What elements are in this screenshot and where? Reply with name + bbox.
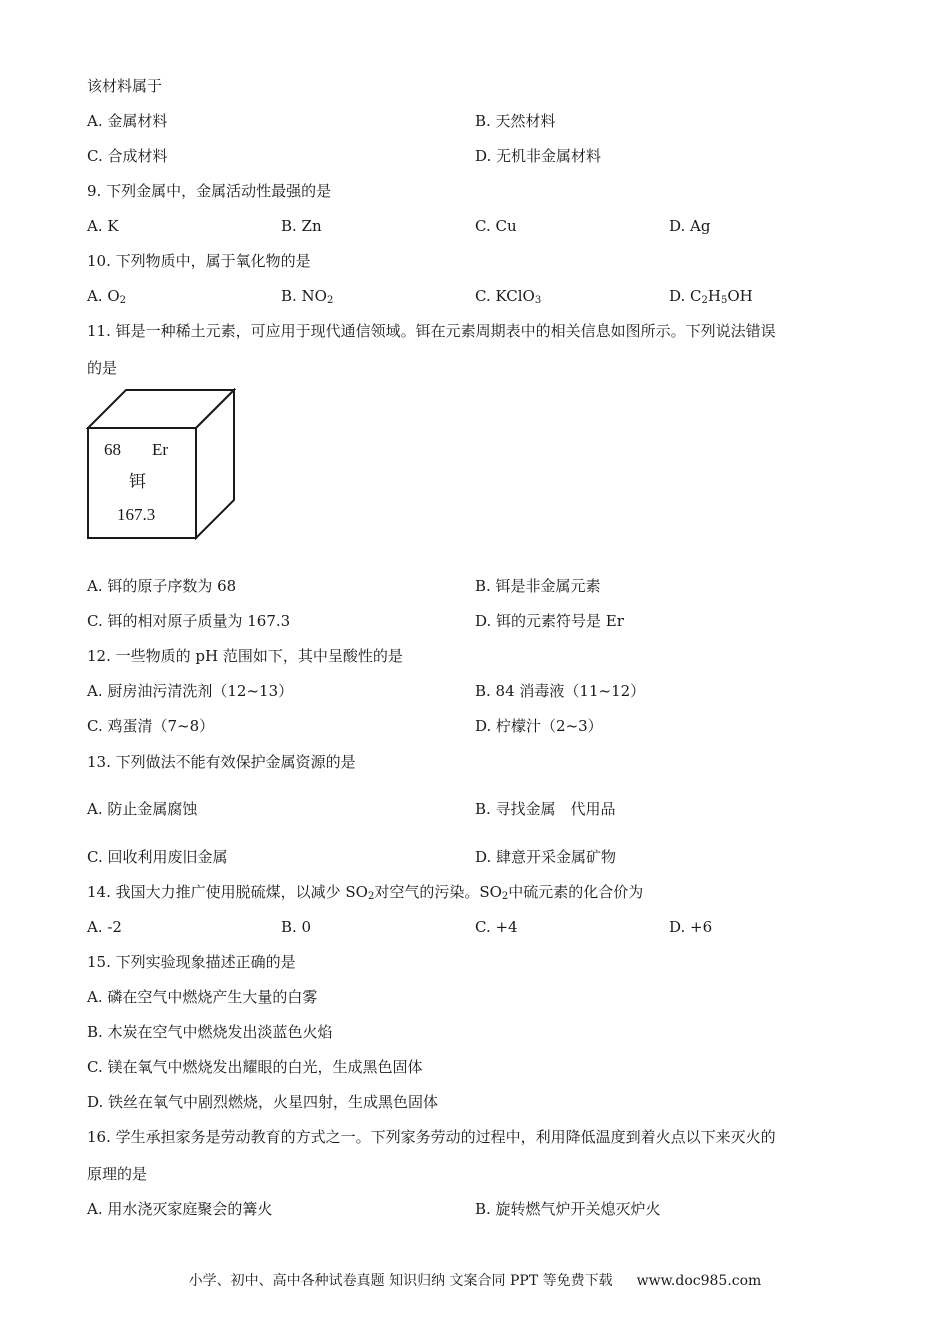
q9-stem: 9. 下列金属中，金属活动性最强的是	[87, 182, 332, 200]
page-footer	[0, 1270, 950, 1290]
q15-option-c: C. 镁在氧气中燃烧发出耀眼的白光，生成黑色固体	[87, 1058, 423, 1076]
q14-option-b: B. 0	[281, 918, 312, 936]
q11-option-d: D. 铒的元素符号是 Er	[475, 612, 624, 630]
q11-option-c: C. 铒的相对原子质量为 167.3	[87, 612, 291, 630]
q10-option-d: D. $C_2H_5OH$	[669, 287, 753, 306]
q12-option-a: A. 厨房油污清洗剂（12~13）	[87, 682, 294, 700]
footer-text: 小学、初中、高中各种试卷真题 知识归纳 文案合同 PPT 等免费下载	[188, 1273, 613, 1289]
q16-option-b: B. 旋转燃气炉开关熄灭炉火	[475, 1200, 661, 1218]
q16-option-a: A. 用水浇灭家庭聚会的篝火	[87, 1200, 273, 1218]
q13-option-a: A. 防止金属腐蚀	[87, 800, 198, 818]
q11-stem-line1: 11. 铒是一种稀土元素，可应用于现代通信领域。铒在元素周期表中的相关信息如图所示。下列说法错误	[87, 322, 776, 340]
q8-stem-tail: 该材料属于	[87, 77, 163, 95]
q9-option-a: A. K	[87, 217, 119, 235]
q16-stem-line2: 原理的是	[87, 1165, 148, 1183]
q8-option-a: A. 金属材料	[87, 112, 168, 130]
q14-option-c: C. +4	[475, 918, 518, 936]
q13-option-d: D. 肆意开采金属矿物	[475, 848, 617, 866]
q15-option-b: B. 木炭在空气中燃烧发出淡蓝色火焰	[87, 1023, 333, 1041]
q12-stem: 12. 一些物质的 pH 范围如下，其中呈酸性的是	[87, 647, 403, 665]
q13-option-c: C. 回收利用废旧金属	[87, 848, 228, 866]
q16-stem-line1: 16. 学生承担家务是劳动教育的方式之一。下列家务劳动的过程中，利用降低温度到着火点以下来灭火的	[87, 1128, 776, 1146]
element-symbol: Er	[152, 440, 169, 459]
q14-stem: 14. 我国大力推广使用脱硫煤，以减少 $SO_2$对空气的污染。$SO_2$中硫元素的化合价为	[87, 883, 644, 902]
q8-option-d: D. 无机非金属材料	[475, 147, 602, 165]
q14-option-a: A. -2	[87, 918, 122, 936]
q11-option-a: A. 铒的原子序数为 68	[87, 577, 237, 595]
element-name: 铒	[129, 472, 146, 492]
q9-option-d: D. Ag	[669, 217, 711, 235]
q11-option-b: B. 铒是非金属元素	[475, 577, 601, 595]
q8-option-c: C. 合成材料	[87, 147, 168, 165]
q10-option-c: C. KClO$_3$	[475, 287, 542, 306]
q15-option-a: A. 磷在空气中燃烧产生大量的白雾	[87, 988, 318, 1006]
q11-stem-line2: 的是	[87, 359, 118, 377]
q13-stem: 13. 下列做法不能有效保护金属资源的是	[87, 753, 356, 771]
element-atomic-number: 68	[104, 440, 121, 459]
q10-stem: 10. 下列物质中，属于氧化物的是	[87, 252, 311, 270]
q9-option-b: B. Zn	[281, 217, 322, 235]
q14-option-d: D. +6	[669, 918, 713, 936]
q12-option-d: D. 柠檬汁（2~3）	[475, 717, 603, 735]
q13-option-b: B. 寻找金属 代用品	[475, 800, 616, 818]
q8-option-b: B. 天然材料	[475, 112, 556, 130]
q12-option-c: C. 鸡蛋清（7~8）	[87, 717, 215, 735]
q15-option-d: D. 铁丝在氧气中剧烈燃烧，火星四射，生成黑色固体	[87, 1093, 439, 1111]
q12-option-b: B. 84 消毒液（11~12）	[475, 682, 646, 700]
q10-option-a: A. $O_2$	[87, 287, 127, 306]
q9-option-c: C. Cu	[475, 217, 517, 235]
q15-stem: 15. 下列实验现象描述正确的是	[87, 953, 296, 971]
q10-option-b: B. $NO_2$	[281, 287, 334, 306]
element-cube-diagram	[86, 388, 236, 540]
footer-url[interactable]: www.doc985.com	[636, 1273, 762, 1289]
element-atomic-mass: 167.3	[117, 505, 156, 524]
